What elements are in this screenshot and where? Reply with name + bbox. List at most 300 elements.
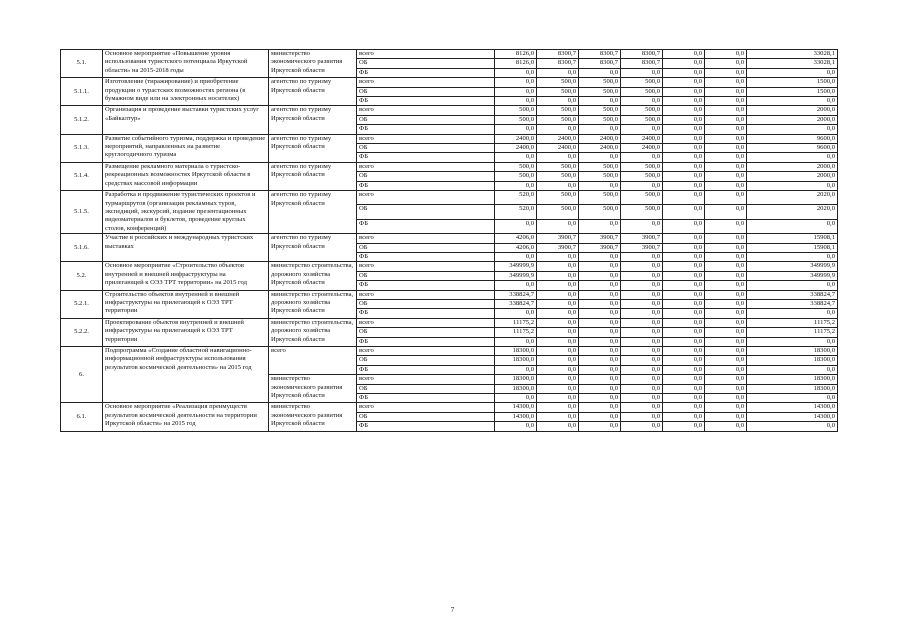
value-cell: 0,0 xyxy=(663,299,705,308)
value-cell: 2400,0 xyxy=(537,144,579,153)
funding-source-cell: всего xyxy=(357,290,495,299)
value-cell: 500,0 xyxy=(621,172,663,181)
value-cell: 2400,0 xyxy=(495,134,537,143)
value-cell: 0,0 xyxy=(537,365,579,374)
value-cell: 500,0 xyxy=(495,115,537,124)
activity-name-cell: Участие в российских и международных туристских выставках xyxy=(103,234,269,262)
executor-cell: министерство экономического развития Иркутской области xyxy=(269,375,357,403)
value-cell: 0,0 xyxy=(705,281,747,290)
value-cell: 2400,0 xyxy=(579,134,621,143)
value-cell: 0,0 xyxy=(537,281,579,290)
value-cell: 0,0 xyxy=(705,271,747,280)
table-row xyxy=(61,162,838,171)
value-cell: 0,0 xyxy=(705,365,747,374)
funding-source-cell: ФБ xyxy=(357,68,495,77)
value-cell: 0,0 xyxy=(747,125,838,134)
value-cell: 0,0 xyxy=(663,106,705,115)
value-cell: 0,0 xyxy=(621,68,663,77)
value-cell: 500,0 xyxy=(579,205,621,219)
value-cell: 0,0 xyxy=(621,384,663,393)
funding-source-cell: всего xyxy=(357,347,495,356)
value-cell: 11175,2 xyxy=(747,328,838,337)
executor-cell: агентство по туризму Иркутской области xyxy=(269,106,357,134)
value-cell: 500,0 xyxy=(579,78,621,87)
value-cell: 18300,0 xyxy=(747,347,838,356)
value-cell: 338824,7 xyxy=(495,299,537,308)
value-cell: 18300,0 xyxy=(495,356,537,365)
row-code-cell: 5.1.1. xyxy=(61,78,103,106)
value-cell: 0,0 xyxy=(747,422,838,431)
value-cell: 500,0 xyxy=(579,87,621,96)
executor-cell: всего xyxy=(269,347,357,375)
value-cell: 0,0 xyxy=(579,375,621,384)
value-cell: 0,0 xyxy=(495,97,537,106)
value-cell: 500,0 xyxy=(537,191,579,205)
value-cell: 3900,7 xyxy=(579,234,621,243)
value-cell: 8126,0 xyxy=(495,59,537,68)
value-cell: 500,0 xyxy=(537,106,579,115)
value-cell: 8300,7 xyxy=(621,59,663,68)
value-cell: 0,0 xyxy=(705,243,747,252)
value-cell: 0,0 xyxy=(663,153,705,162)
value-cell: 0,0 xyxy=(663,115,705,124)
value-cell: 0,0 xyxy=(495,309,537,318)
funding-source-cell: ФБ xyxy=(357,309,495,318)
value-cell: 500,0 xyxy=(621,191,663,205)
value-cell: 0,0 xyxy=(621,403,663,412)
table-row xyxy=(61,78,838,87)
value-cell: 0,0 xyxy=(747,153,838,162)
value-cell: 0,0 xyxy=(495,394,537,403)
value-cell: 500,0 xyxy=(621,162,663,171)
value-cell: 0,0 xyxy=(537,68,579,77)
value-cell: 0,0 xyxy=(579,384,621,393)
value-cell: 9600,0 xyxy=(747,144,838,153)
value-cell: 0,0 xyxy=(537,337,579,346)
value-cell: 2400,0 xyxy=(495,144,537,153)
value-cell: 0,0 xyxy=(705,290,747,299)
value-cell: 0,0 xyxy=(705,191,747,205)
value-cell: 0,0 xyxy=(663,181,705,190)
value-cell: 0,0 xyxy=(663,309,705,318)
activity-name-cell: Разработка и продвижение туристических проектов и турмаршрутов (организация рекламных туров, экспедиций, экскурсий, издание презентационных видеоматериалов и буклетов, проведение круглых столов, конференций) xyxy=(103,191,269,234)
value-cell: 0,0 xyxy=(705,50,747,59)
value-cell: 349999,9 xyxy=(747,262,838,271)
value-cell: 0,0 xyxy=(495,153,537,162)
value-cell: 500,0 xyxy=(621,106,663,115)
funding-source-cell: ФБ xyxy=(357,181,495,190)
value-cell: 0,0 xyxy=(537,347,579,356)
value-cell: 0,0 xyxy=(705,412,747,421)
funding-source-cell: ОБ xyxy=(357,328,495,337)
value-cell: 0,0 xyxy=(537,328,579,337)
value-cell: 11175,2 xyxy=(495,318,537,327)
value-cell: 500,0 xyxy=(495,162,537,171)
page-number: 7 xyxy=(450,606,455,614)
value-cell: 0,0 xyxy=(579,365,621,374)
funding-source-cell: ФБ xyxy=(357,281,495,290)
value-cell: 0,0 xyxy=(747,97,838,106)
table-row xyxy=(61,403,838,412)
value-cell: 500,0 xyxy=(579,162,621,171)
funding-source-cell: ОБ xyxy=(357,299,495,308)
funding-source-cell: ФБ xyxy=(357,125,495,134)
value-cell: 520,0 xyxy=(495,191,537,205)
value-cell: 0,0 xyxy=(663,59,705,68)
value-cell: 0,0 xyxy=(495,181,537,190)
value-cell: 14300,0 xyxy=(747,403,838,412)
value-cell: 15908,1 xyxy=(747,234,838,243)
value-cell: 0,0 xyxy=(579,356,621,365)
value-cell: 18300,0 xyxy=(747,384,838,393)
executor-cell: агентство по туризму Иркутской области xyxy=(269,78,357,106)
value-cell: 8300,7 xyxy=(621,50,663,59)
value-cell: 0,0 xyxy=(621,97,663,106)
value-cell: 2000,0 xyxy=(747,115,838,124)
funding-source-cell: всего xyxy=(357,375,495,384)
value-cell: 500,0 xyxy=(579,191,621,205)
value-cell: 0,0 xyxy=(579,290,621,299)
value-cell: 500,0 xyxy=(495,106,537,115)
table-row xyxy=(61,50,838,59)
value-cell: 0,0 xyxy=(663,191,705,205)
value-cell: 0,0 xyxy=(663,290,705,299)
value-cell: 0,0 xyxy=(663,78,705,87)
row-code-cell: 5.1.3. xyxy=(61,134,103,162)
value-cell: 0,0 xyxy=(747,281,838,290)
value-cell: 0,0 xyxy=(747,337,838,346)
row-code-cell: 6.1. xyxy=(61,403,103,431)
value-cell: 0,0 xyxy=(705,299,747,308)
executor-cell: агентство по туризму Иркутской области xyxy=(269,191,357,234)
value-cell: 14300,0 xyxy=(747,412,838,421)
value-cell: 500,0 xyxy=(621,115,663,124)
value-cell: 0,0 xyxy=(537,153,579,162)
row-code-cell: 5.1.4. xyxy=(61,162,103,190)
value-cell: 338824,7 xyxy=(747,290,838,299)
executor-cell: министерство строительства, дорожного хозяйства Иркутской области xyxy=(269,290,357,318)
funding-source-cell: ОБ xyxy=(357,205,495,219)
funding-source-cell: ФБ xyxy=(357,97,495,106)
value-cell: 0,0 xyxy=(663,134,705,143)
value-cell: 0,0 xyxy=(705,68,747,77)
value-cell: 0,0 xyxy=(663,356,705,365)
executor-cell: министерство строительства, дорожного хозяйства Иркутской области xyxy=(269,262,357,290)
value-cell: 0,0 xyxy=(705,106,747,115)
value-cell: 0,0 xyxy=(579,309,621,318)
value-cell: 0,0 xyxy=(705,172,747,181)
value-cell: 349999,9 xyxy=(747,271,838,280)
row-code-cell: 5.2.1. xyxy=(61,290,103,318)
funding-source-cell: всего xyxy=(357,262,495,271)
value-cell: 0,0 xyxy=(663,97,705,106)
value-cell: 3900,7 xyxy=(537,243,579,252)
value-cell: 0,0 xyxy=(579,337,621,346)
value-cell: 0,0 xyxy=(705,384,747,393)
value-cell: 500,0 xyxy=(537,87,579,96)
value-cell: 0,0 xyxy=(663,50,705,59)
value-cell: 8126,0 xyxy=(495,50,537,59)
value-cell: 0,0 xyxy=(579,403,621,412)
value-cell: 0,0 xyxy=(621,262,663,271)
value-cell: 0,0 xyxy=(537,384,579,393)
funding-source-cell: ОБ xyxy=(357,412,495,421)
value-cell: 0,0 xyxy=(495,125,537,134)
value-cell: 0,0 xyxy=(705,309,747,318)
value-cell: 0,0 xyxy=(579,299,621,308)
funding-source-cell: ОБ xyxy=(357,87,495,96)
value-cell: 0,0 xyxy=(621,281,663,290)
value-cell: 2000,0 xyxy=(747,172,838,181)
table-row xyxy=(61,106,838,115)
value-cell: 0,0 xyxy=(663,337,705,346)
value-cell: 0,0 xyxy=(579,271,621,280)
value-cell: 0,0 xyxy=(705,234,747,243)
value-cell: 0,0 xyxy=(747,365,838,374)
funding-source-cell: всего xyxy=(357,134,495,143)
value-cell: 0,0 xyxy=(537,181,579,190)
value-cell: 338824,7 xyxy=(747,299,838,308)
value-cell: 0,0 xyxy=(663,205,705,219)
value-cell: 0,0 xyxy=(663,365,705,374)
value-cell: 9600,0 xyxy=(747,134,838,143)
value-cell: 0,0 xyxy=(537,394,579,403)
funding-source-cell: всего xyxy=(357,403,495,412)
value-cell: 0,0 xyxy=(579,181,621,190)
activity-name-cell: Основное мероприятие «Повышение уровня использования туристского потенциала Иркутской области» на 2015-2018 годы xyxy=(103,50,269,78)
row-code-cell: 6. xyxy=(61,347,103,403)
value-cell: 18300,0 xyxy=(495,384,537,393)
value-cell: 0,0 xyxy=(537,271,579,280)
value-cell: 0,0 xyxy=(537,375,579,384)
table-row xyxy=(61,191,838,205)
budget-table xyxy=(60,49,838,432)
value-cell: 500,0 xyxy=(537,78,579,87)
value-cell: 0,0 xyxy=(579,281,621,290)
funding-source-cell: всего xyxy=(357,234,495,243)
value-cell: 500,0 xyxy=(537,172,579,181)
value-cell: 0,0 xyxy=(537,290,579,299)
value-cell: 500,0 xyxy=(621,78,663,87)
value-cell: 0,0 xyxy=(495,219,537,233)
value-cell: 8300,7 xyxy=(579,59,621,68)
value-cell: 0,0 xyxy=(705,205,747,219)
value-cell: 11175,2 xyxy=(747,318,838,327)
table-row xyxy=(61,318,838,327)
row-code-cell: 5.2. xyxy=(61,262,103,290)
row-code-cell: 5.1.6. xyxy=(61,234,103,262)
value-cell: 0,0 xyxy=(663,384,705,393)
value-cell: 0,0 xyxy=(495,365,537,374)
value-cell: 4206,0 xyxy=(495,243,537,252)
funding-source-cell: всего xyxy=(357,318,495,327)
value-cell: 33028,1 xyxy=(747,59,838,68)
executor-cell: агентство по туризму Иркутской области xyxy=(269,134,357,162)
value-cell: 500,0 xyxy=(579,115,621,124)
value-cell: 500,0 xyxy=(537,115,579,124)
value-cell: 0,0 xyxy=(621,365,663,374)
value-cell: 0,0 xyxy=(579,252,621,261)
value-cell: 500,0 xyxy=(621,87,663,96)
value-cell: 0,0 xyxy=(705,262,747,271)
value-cell: 4206,0 xyxy=(495,234,537,243)
funding-source-cell: всего xyxy=(357,162,495,171)
value-cell: 0,0 xyxy=(579,328,621,337)
value-cell: 0,0 xyxy=(747,252,838,261)
value-cell: 0,0 xyxy=(495,252,537,261)
value-cell: 15908,1 xyxy=(747,243,838,252)
value-cell: 0,0 xyxy=(579,422,621,431)
funding-source-cell: ОБ xyxy=(357,172,495,181)
activity-name-cell: Основное мероприятие «Строительство объектов внутренней и внешней инфраструктуры на прилегающей к ОЭЗ ТРТ территории» на 2015 год xyxy=(103,262,269,290)
funding-source-cell: ОБ xyxy=(357,271,495,280)
value-cell: 0,0 xyxy=(747,181,838,190)
executor-cell: министерство строительства, дорожного хозяйства Иркутской области xyxy=(269,318,357,346)
value-cell: 18300,0 xyxy=(747,356,838,365)
value-cell: 0,0 xyxy=(579,68,621,77)
funding-source-cell: ОБ xyxy=(357,59,495,68)
value-cell: 500,0 xyxy=(495,172,537,181)
value-cell: 18300,0 xyxy=(747,375,838,384)
value-cell: 18300,0 xyxy=(495,347,537,356)
value-cell: 8300,7 xyxy=(579,50,621,59)
value-cell: 0,0 xyxy=(537,252,579,261)
value-cell: 0,0 xyxy=(621,271,663,280)
value-cell: 0,0 xyxy=(705,87,747,96)
table-body xyxy=(61,50,838,432)
funding-source-cell: ФБ xyxy=(357,153,495,162)
value-cell: 0,0 xyxy=(621,309,663,318)
activity-name-cell: Строительство объектов внутренней и внешней инфраструктуры на прилегающей к ОЭЗ ТРТ территории xyxy=(103,290,269,318)
activity-name-cell: Проектирование объектов внутренней и внешней инфраструктуры на прилегающей к ОЭЗ ТРТ территории xyxy=(103,318,269,346)
value-cell: 0,0 xyxy=(621,328,663,337)
value-cell: 0,0 xyxy=(621,347,663,356)
value-cell: 0,0 xyxy=(705,403,747,412)
value-cell: 3900,7 xyxy=(621,234,663,243)
value-cell: 0,0 xyxy=(579,125,621,134)
value-cell: 2400,0 xyxy=(621,144,663,153)
value-cell: 2020,0 xyxy=(747,191,838,205)
value-cell: 0,0 xyxy=(705,134,747,143)
value-cell: 0,0 xyxy=(495,78,537,87)
funding-source-cell: ОБ xyxy=(357,144,495,153)
executor-cell: министерство экономического развития Иркутской области xyxy=(269,403,357,431)
value-cell: 14300,0 xyxy=(495,412,537,421)
value-cell: 8300,7 xyxy=(537,50,579,59)
value-cell: 18300,0 xyxy=(495,375,537,384)
table-row xyxy=(61,134,838,143)
funding-source-cell: ФБ xyxy=(357,365,495,374)
value-cell: 14300,0 xyxy=(495,403,537,412)
value-cell: 0,0 xyxy=(621,412,663,421)
row-code-cell: 5.1.5. xyxy=(61,191,103,234)
value-cell: 0,0 xyxy=(663,394,705,403)
value-cell: 0,0 xyxy=(663,144,705,153)
value-cell: 0,0 xyxy=(579,97,621,106)
value-cell: 0,0 xyxy=(537,262,579,271)
value-cell: 0,0 xyxy=(663,252,705,261)
value-cell: 8300,7 xyxy=(537,59,579,68)
activity-name-cell: Основное мероприятие «Реализация преимуществ результатов космической деятельности на территории Иркутской области» на 2015 год xyxy=(103,403,269,431)
value-cell: 0,0 xyxy=(621,422,663,431)
value-cell: 0,0 xyxy=(705,162,747,171)
value-cell: 0,0 xyxy=(537,299,579,308)
executor-cell: агентство по туризму Иркутской области xyxy=(269,234,357,262)
funding-source-cell: ОБ xyxy=(357,384,495,393)
activity-name-cell: Подпрограмма «Создание областной навигационно-информационной инфраструктуры использования результатов космической деятельности» на 2015 год xyxy=(103,347,269,403)
value-cell: 0,0 xyxy=(537,412,579,421)
value-cell: 2400,0 xyxy=(579,144,621,153)
value-cell: 3900,7 xyxy=(621,243,663,252)
funding-source-cell: всего xyxy=(357,191,495,205)
funding-source-cell: ОБ xyxy=(357,243,495,252)
value-cell: 0,0 xyxy=(663,375,705,384)
value-cell: 0,0 xyxy=(705,252,747,261)
value-cell: 0,0 xyxy=(537,125,579,134)
value-cell: 0,0 xyxy=(579,347,621,356)
value-cell: 0,0 xyxy=(537,318,579,327)
value-cell: 0,0 xyxy=(579,318,621,327)
value-cell: 0,0 xyxy=(579,412,621,421)
value-cell: 349999,9 xyxy=(495,271,537,280)
value-cell: 0,0 xyxy=(495,87,537,96)
funding-source-cell: ФБ xyxy=(357,337,495,346)
value-cell: 0,0 xyxy=(747,219,838,233)
value-cell: 349999,9 xyxy=(495,262,537,271)
value-cell: 520,0 xyxy=(495,205,537,219)
value-cell: 33028,1 xyxy=(747,50,838,59)
value-cell: 0,0 xyxy=(705,356,747,365)
funding-source-cell: ФБ xyxy=(357,252,495,261)
value-cell: 0,0 xyxy=(621,375,663,384)
value-cell: 1500,0 xyxy=(747,78,838,87)
value-cell: 0,0 xyxy=(747,309,838,318)
value-cell: 0,0 xyxy=(621,356,663,365)
value-cell: 0,0 xyxy=(579,219,621,233)
funding-source-cell: ФБ xyxy=(357,394,495,403)
activity-name-cell: Размещение рекламного материала о туристско-рекреационных возможностях Иркутской области в средствах массовой информации xyxy=(103,162,269,190)
value-cell: 0,0 xyxy=(621,299,663,308)
value-cell: 1500,0 xyxy=(747,87,838,96)
value-cell: 0,0 xyxy=(663,262,705,271)
value-cell: 0,0 xyxy=(705,181,747,190)
value-cell: 0,0 xyxy=(621,219,663,233)
value-cell: 0,0 xyxy=(663,234,705,243)
funding-source-cell: ОБ xyxy=(357,356,495,365)
value-cell: 0,0 xyxy=(663,328,705,337)
funding-source-cell: ОБ xyxy=(357,115,495,124)
funding-source-cell: всего xyxy=(357,78,495,87)
row-code-cell: 5.1. xyxy=(61,50,103,78)
value-cell: 2000,0 xyxy=(747,162,838,171)
row-code-cell: 5.2.2. xyxy=(61,318,103,346)
value-cell: 2020,0 xyxy=(747,205,838,219)
value-cell: 0,0 xyxy=(495,281,537,290)
value-cell: 0,0 xyxy=(537,219,579,233)
value-cell: 500,0 xyxy=(537,162,579,171)
value-cell: 0,0 xyxy=(663,318,705,327)
value-cell: 0,0 xyxy=(705,422,747,431)
value-cell: 0,0 xyxy=(705,97,747,106)
value-cell: 0,0 xyxy=(663,219,705,233)
value-cell: 3900,7 xyxy=(537,234,579,243)
value-cell: 0,0 xyxy=(621,318,663,327)
value-cell: 0,0 xyxy=(621,252,663,261)
value-cell: 0,0 xyxy=(663,403,705,412)
value-cell: 0,0 xyxy=(705,219,747,233)
table-row xyxy=(61,290,838,299)
value-cell: 2000,0 xyxy=(747,106,838,115)
